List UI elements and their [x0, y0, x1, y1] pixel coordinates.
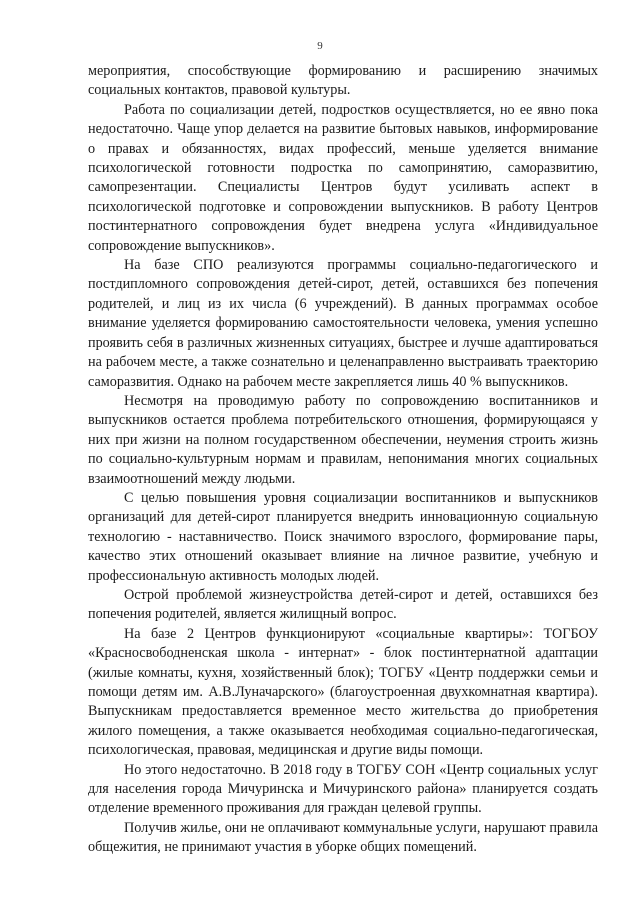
paragraph-7: На базе 2 Центров функционируют «социальные квартиры»: ТОГБОУ «Красносвободненская школа - интернат» - блок постинтернатной адаптации (жилые комнаты, кухня, хозяйственный блок); ТОГБУ «Центр поддержки семьи и помощи детям им. А.В.Луначарского» (благоустроенная двухкомнатная квартира). Выпускникам предоставляется временное место жительства до приобретения жилого помещения, а также оказывается необходимая социально-педагогическая, психологическая, правовая, медицинская и другие виды помощи.: [88, 625, 598, 759]
paragraph-9: Получив жилье, они не оплачивают коммунальные услуги, нарушают правила общежития, не принимают участия в уборке общих помещений.: [88, 819, 598, 856]
paragraph-3: На базе СПО реализуются программы социально-педагогического и постдипломного сопровождения детей-сирот, детей, оставшихся без попечения родителей, и лиц из их числа (6 учреждений). В данных программах особое внимание уделяется формированию самостоятельности человека, умения успешно проявить себя в различных жизненных ситуациях, быстрее и лучше адаптироваться на рабочем месте, а также сознательно и целенаправленно выстраивать траекторию саморазвития. Однако на рабочем месте закрепляется лишь 40 % выпускников.: [88, 257, 598, 390]
paragraph-1: мероприятия, способствующие формированию и расширению значимых социальных контактов, правовой культуры.: [88, 63, 598, 99]
paragraph-5: С целью повышения уровня социализации воспитанников и выпускников организаций для детей-сирот планируется внедрить инновационную социальную технологию - наставничество. Поиск значимого взрослого, формирование пары, качество этих отношений оказывает влияние на личное развитие, учебную и профессиональную активность молодых людей.: [88, 489, 598, 584]
page-number: 9: [317, 40, 323, 52]
document-body: [88, 62, 598, 858]
paragraph-4: Несмотря на проводимую работу по сопровождению воспитанников и выпускников остается проблема потребительского отношения, формирующаяся у них при жизни на полном государственном обеспечении, неумения строить жизнь по социально-культурным нормам и правилам, непонимания многих социальных взаимоотношений между людьми.: [88, 392, 598, 487]
paragraph-6: Острой проблемой жизнеустройства детей-сирот и детей, оставшихся без попечения родителей, является жилищный вопрос.: [88, 586, 598, 623]
paragraph-8: Но этого недостаточно. В 2018 году в ТОГБУ СОН «Центр социальных услуг для населения города Мичуринска и Мичуринского района» планируется создать отделение временного проживания для граждан целевой группы.: [88, 761, 598, 817]
paragraph-2: Работа по социализации детей, подростков осуществляется, но ее явно пока недостаточно. Чаще упор делается на развитие бытовых навыков, информирование о правах и обязанностях, видах профессий, меньше уделяется внимание психологической готовности подростка по самопринятию, саморазвитию, самопрезентации. Специалисты Центров будут усиливать аспект в психологической подготовке и сопровождении выпускников. В работу Центров постинтернатного сопровождения будет внедрена услуга «Индивидуальное сопровождение выпускников».: [88, 101, 598, 254]
